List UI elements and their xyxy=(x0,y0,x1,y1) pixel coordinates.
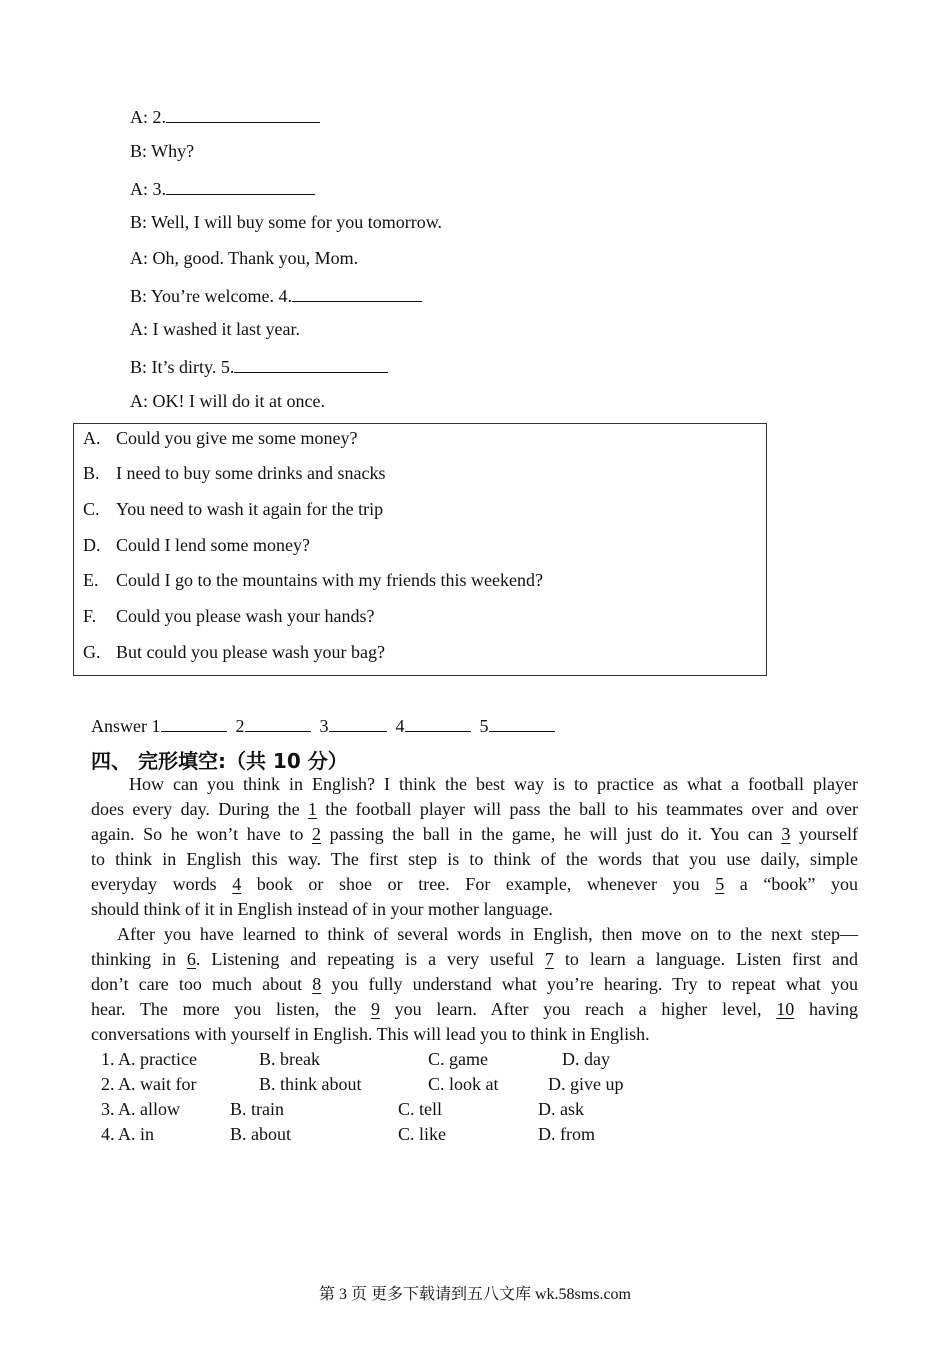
option-a: A. Could you give me some money? xyxy=(83,428,358,448)
choice-1d[interactable]: D. day xyxy=(562,1049,610,1069)
blank-3[interactable]: 3 xyxy=(781,824,791,844)
choice-4b[interactable]: B. about xyxy=(230,1124,291,1144)
passage-line: conversations with yourself in English. This will lead you to think in English. xyxy=(91,1024,650,1044)
answer-blank[interactable] xyxy=(166,104,320,123)
passage-line: hear. The more you listen, the 9 you learn. After you reach a higher level, 10 having xyxy=(91,999,858,1019)
option-b: B. I need to buy some drinks and snacks xyxy=(83,463,386,483)
choice-2c[interactable]: C. look at xyxy=(428,1074,499,1094)
dialogue-line-7: A: I washed it last year. xyxy=(130,319,300,339)
answer-blank[interactable] xyxy=(405,713,471,732)
choice-2d[interactable]: D. give up xyxy=(548,1074,624,1094)
passage-line: should think of it in English instead of in your mother language. xyxy=(91,899,553,919)
passage-line: everyday words 4 book or shoe or tree. For example, whenever you 5 a “book” you xyxy=(91,874,858,894)
page-footer: 第 3 页 更多下载请到五八文库 wk.58sms.com xyxy=(318,1286,631,1303)
options-box xyxy=(73,423,767,676)
blank-2[interactable]: 2 xyxy=(311,824,321,844)
choice-4a[interactable]: 4. A. in xyxy=(101,1124,155,1144)
choice-1c[interactable]: C. game xyxy=(428,1049,488,1069)
option-e: E. Could I go to the mountains with my friends this weekend? xyxy=(83,570,543,590)
passage-line: thinking in 6. Listening and repeating is a very useful 7 to learn a language. Listen first and xyxy=(91,949,858,969)
blank-8[interactable]: 8 xyxy=(312,974,322,994)
blank-9[interactable]: 9 xyxy=(370,999,380,1019)
choice-3a[interactable]: 3. A. allow xyxy=(101,1099,180,1119)
answer-blank[interactable] xyxy=(489,713,555,732)
dialogue-line-1: A: 2. xyxy=(130,104,320,128)
passage-paragraph-1 xyxy=(91,772,858,922)
answer-blank[interactable] xyxy=(234,354,388,373)
option-f: F. Could you please wash your hands? xyxy=(83,606,375,626)
option-g: G. But could you please wash your bag? xyxy=(83,642,385,662)
answer-line: Answer 1 2 3 4 5 xyxy=(91,713,555,737)
blank-6[interactable]: 6 xyxy=(186,949,196,969)
option-c: C. You need to wash it again for the trip xyxy=(83,499,384,519)
blank-4[interactable]: 4 xyxy=(232,874,242,894)
dialogue-line-3: A: 3. xyxy=(130,176,315,200)
passage-paragraph-2 xyxy=(91,922,858,1047)
passage-line: don’t care too much about 8 you fully understand what you’re hearing. Try to repeat what you xyxy=(91,974,858,994)
choice-4c[interactable]: C. like xyxy=(398,1124,446,1144)
answer-blank[interactable] xyxy=(245,713,311,732)
answer-blank[interactable] xyxy=(329,713,387,732)
choice-2b[interactable]: B. think about xyxy=(259,1074,362,1094)
choice-3d[interactable]: D. ask xyxy=(538,1099,584,1119)
option-d: D. Could I lend some money? xyxy=(83,535,310,555)
blank-1[interactable]: 1 xyxy=(307,799,317,819)
answer-blank[interactable] xyxy=(161,713,227,732)
choice-2a[interactable]: 2. A. wait for xyxy=(101,1074,197,1094)
passage-line: How can you think in English? I think the best way is to practice as what a football player xyxy=(129,774,858,794)
passage-line: After you have learned to think of several words in English, then move on to the next step— xyxy=(117,924,858,944)
blank-5[interactable]: 5 xyxy=(715,874,725,894)
dialogue-line-4: B: Well, I will buy some for you tomorrow. xyxy=(130,212,443,232)
passage-line: again. So he won’t have to 2 passing the ball in the game, he will just do it. You can 3 yourself xyxy=(91,824,858,844)
choice-3b[interactable]: B. train xyxy=(230,1099,284,1119)
blank-7[interactable]: 7 xyxy=(544,949,554,969)
answer-blank[interactable] xyxy=(166,176,315,195)
passage-line: does every day. During the 1 the football player will pass the ball to his teammates over and over xyxy=(91,799,858,819)
dialogue-line-8: B: It’s dirty. 5. xyxy=(130,354,388,378)
dialogue-line-6: B: You’re welcome. 4. xyxy=(130,283,422,307)
choice-3c[interactable]: C. tell xyxy=(398,1099,442,1119)
section-title: 四、 完形填空:（共 10 分） xyxy=(91,749,348,773)
answer-blank[interactable] xyxy=(292,283,422,302)
dialogue-line-9: A: OK! I will do it at once. xyxy=(130,391,325,411)
dialogue-line-5: A: Oh, good. Thank you, Mom. xyxy=(130,248,359,268)
dialogue-line-2: B: Why? xyxy=(130,141,195,161)
passage-line: to think in English this way. The first step is to think of the words that you use daily, simple xyxy=(91,849,858,869)
choice-1a[interactable]: 1. A. practice xyxy=(101,1049,197,1069)
choice-1b[interactable]: B. break xyxy=(259,1049,320,1069)
choice-4d[interactable]: D. from xyxy=(538,1124,595,1144)
blank-10[interactable]: 10 xyxy=(776,999,795,1019)
